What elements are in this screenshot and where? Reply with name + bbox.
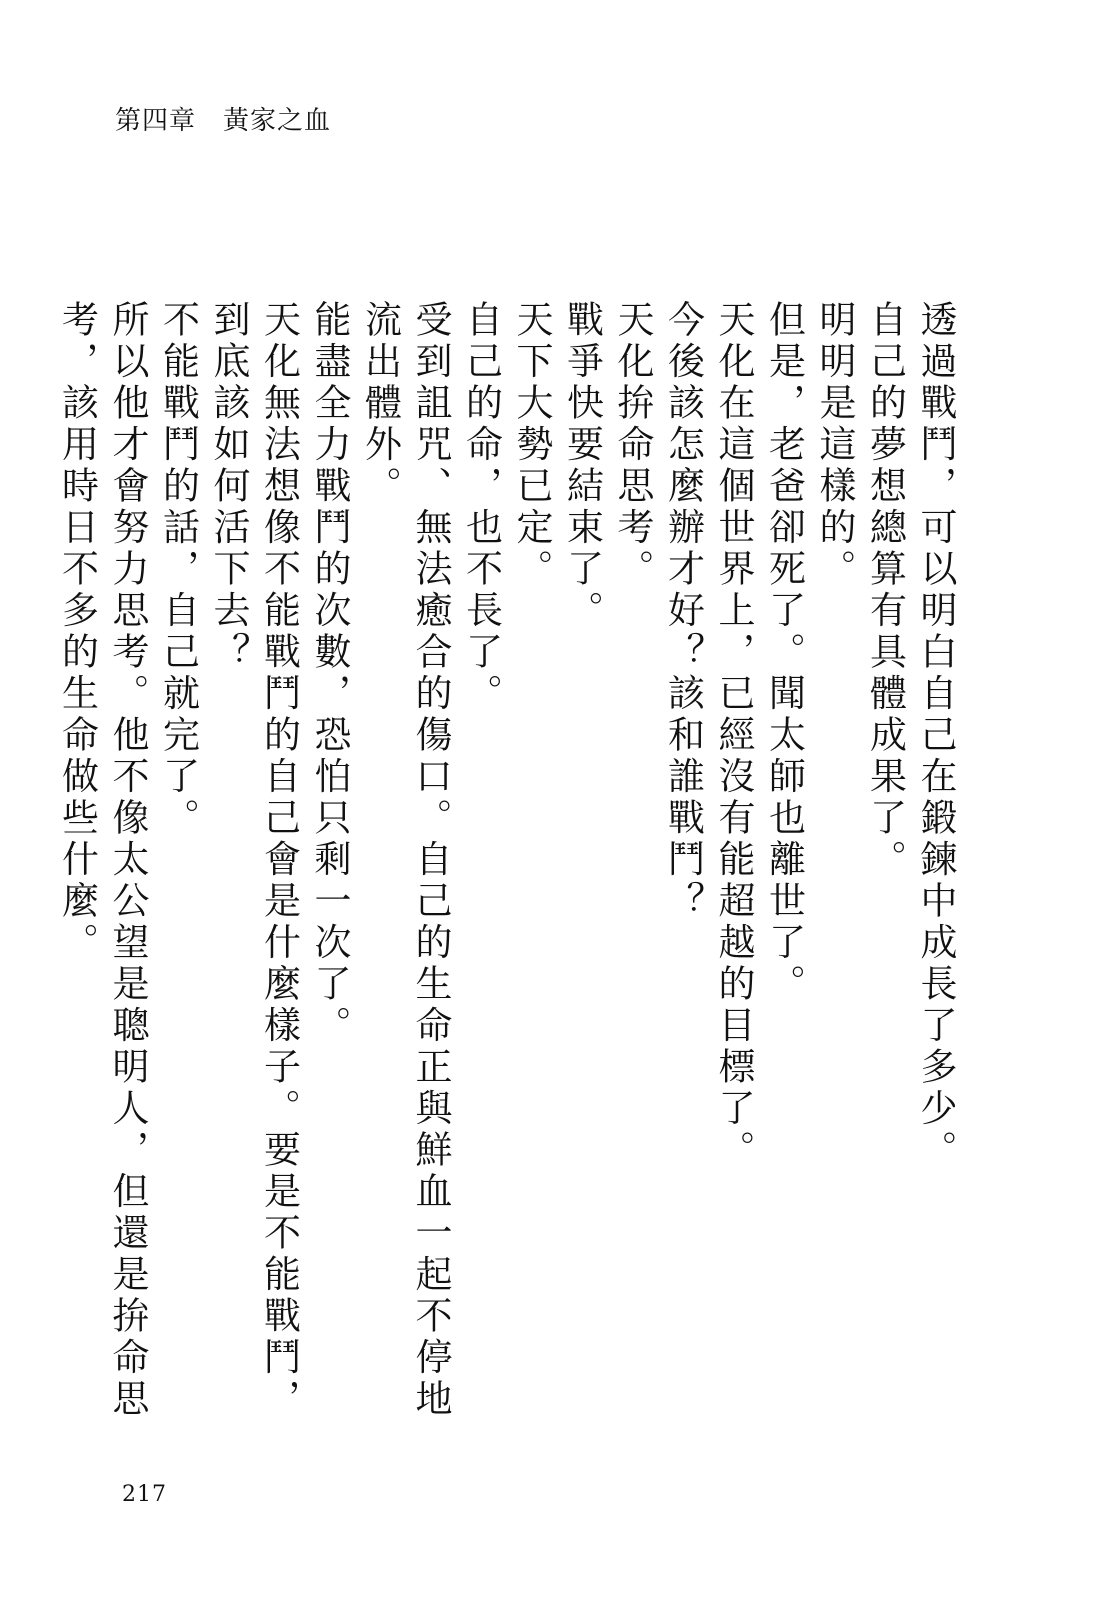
paragraph: 天化無法想像不能戰鬥的自己會是什麼樣子。要是不能戰鬥，到底該如何活下去？ — [207, 300, 301, 1421]
paragraph: 天化在這個世界上，已經沒有能超越的目標了。 — [712, 300, 755, 1172]
paragraph: 透過戰鬥，可以明白自己在鍛鍊中成長了多少。 — [914, 300, 957, 1172]
paragraph: 不能戰鬥的話，自己就完了。 — [156, 300, 200, 840]
paragraph: 天下大勢已定。 — [510, 300, 553, 591]
paragraph: 明明是這樣的。 — [813, 300, 856, 591]
page-number: 217 — [122, 1482, 167, 1507]
paragraph: 所以他才會努力思考。他不像太公望是聰明人，但還是拚命思考，該用時日不多的生命做些什麼。 — [55, 300, 149, 1421]
paragraph: 天化拚命思考。 — [611, 300, 654, 591]
paragraph: 戰爭快要結束了。 — [560, 300, 604, 632]
paragraph: 受到詛咒、無法癒合的傷口。自己的生命正與鮮血一起不停地流出體外。 — [358, 300, 452, 1421]
paragraph: 能盡全力戰鬥的次數，恐怕只剩一次了。 — [308, 300, 351, 1047]
vertical-body-text — [55, 300, 960, 1460]
paragraph: 自己的夢想總算有具體成果了。 — [863, 300, 907, 881]
paragraph: 但是，老爸卻死了。聞太師也離世了。 — [762, 300, 806, 1006]
paragraph: 今後該怎麼辦才好？該和誰戰鬥？ — [661, 300, 705, 923]
running-head: 第四章 黃家之血 — [115, 106, 332, 136]
paragraph: 自己的命，也不長了。 — [459, 300, 503, 715]
